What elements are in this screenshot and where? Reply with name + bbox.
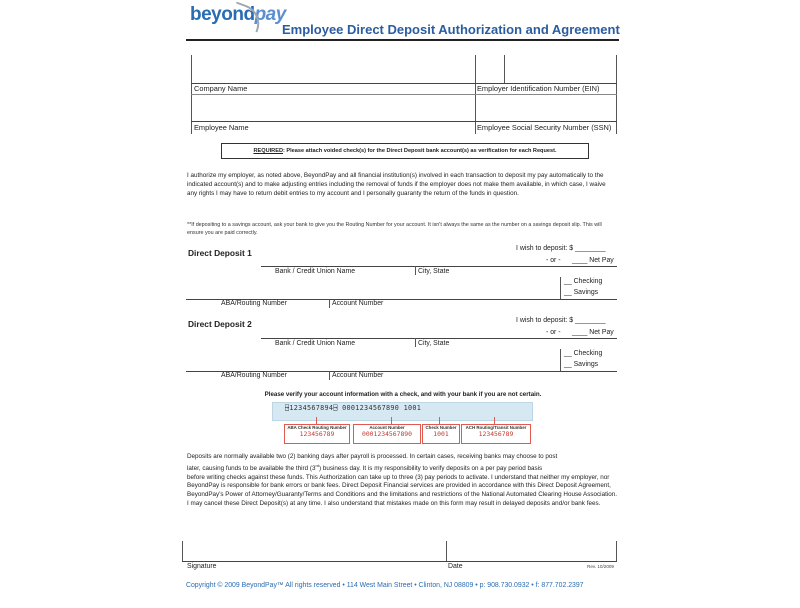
- footer-contact: Copyright © 2009 BeyondPay™ All rights reserved • 114 West Main Street • Clinton, NJ 08809 • p: 908.730.0932 • f: 877.702.2397: [186, 582, 584, 589]
- deposit2-bank-line: [261, 338, 617, 339]
- check-box-account-num: 0001234567890: [361, 430, 413, 438]
- deposit2-or: - or -: [546, 329, 561, 336]
- deposit1-netpay: ____ Net Pay: [572, 257, 614, 264]
- check-box-checknum: [422, 424, 460, 444]
- check-box-account-label: Account Number: [369, 425, 405, 430]
- deposit1-wish: I wish to deposit: $ ________: [516, 245, 606, 252]
- required-text: : Please attach voided check(s) for the Direct Deposit bank account(s) as verification for each Request.: [282, 148, 557, 154]
- savings-note: **If depositing to a savings account, ask your bank to give you the Routing Number for your account. It isn't always the same as the number on a savings deposit slip. This will ensure you are paid correctly.: [187, 222, 602, 236]
- deposit1-savings: __ Savings: [564, 289, 599, 296]
- title-rule: [186, 39, 619, 41]
- deposit2-netpay: ____ Net Pay: [572, 329, 614, 336]
- check-box-account: [353, 424, 421, 444]
- check-box-routing: [284, 424, 350, 444]
- deposit1-city-label: City, State: [418, 268, 450, 275]
- deposit2-bank-label: Bank / Credit Union Name: [275, 340, 356, 347]
- check-box-ach: [461, 424, 531, 444]
- page-title: Employee Direct Deposit Authorization and Agreement: [282, 22, 620, 37]
- authorization-paragraph: I authorize my employer, as noted above, BeyondPay and all financial institution(s) involved in each transaction to deposit my pay automatically to the indicated account(s) and to make adjusting entries including the removal of funds if the employer does not make them available, in which case, I waive any rights I may have to return debit entries to my account and I personally guaranty the return of the funds in question.: [187, 172, 606, 197]
- logo-pay-text: pay: [254, 4, 286, 25]
- terms-paragraph: [187, 453, 619, 509]
- deposit2-aba-label: ABA/Routing Number: [221, 372, 287, 379]
- terms-line2b: ) business day. It is my responsibility to verify deposits on a per pay period basis: [319, 464, 543, 472]
- field-row-divider-2: [191, 94, 617, 95]
- terms-rest: before writing checks against these funds. This Authorization can take up to three (3) pay periods to activate. I understand that neither my employer, nor BeyondPay is responsible for bank errors or bank fees. Direct Deposit Financial services are provided in accordance with this Direct Deposit Agreement, BeyondPay's Power of Attorney/Guaranty/Terms and Conditions and the limitations and restrictions of the National Automated Clearing House Association. I may cancel these Direct Deposit(s) at any time. I also understand that mistakes made on this form may result in delayed deposits and/or bank fees.: [187, 473, 617, 508]
- deposit1-bank-label: Bank / Credit Union Name: [275, 268, 356, 275]
- check-box-ach-label: ACH Routing/Transit Number: [465, 425, 527, 430]
- revision-label: Rev. 10/2009: [587, 564, 614, 569]
- deposit2-type-divider: [560, 349, 561, 371]
- required-bold: REQUIRED: [253, 148, 283, 154]
- deposit1-checking: __ Checking: [564, 278, 603, 285]
- deposit1-aba-label: ABA/Routing Number: [221, 300, 287, 307]
- deposit1-routing-divider: [329, 299, 330, 308]
- deposit2-routing-divider: [329, 371, 330, 380]
- deposit2-savings: __ Savings: [564, 361, 599, 368]
- deposit1-title: Direct Deposit 1: [188, 248, 252, 258]
- deposit2-bank-divider: [415, 338, 416, 347]
- signature-label: Signature: [187, 563, 217, 570]
- signature-border-right: [616, 541, 617, 561]
- field-row-divider-3: [191, 121, 617, 122]
- deposit2-checking: __ Checking: [564, 350, 603, 357]
- deposit1-bank-line: [261, 266, 617, 267]
- ssn-label: Employee Social Security Number (SSN): [477, 123, 612, 132]
- deposit2-city-label: City, State: [418, 340, 450, 347]
- required-notice: [221, 143, 589, 159]
- field-border-mid2: [504, 55, 505, 83]
- deposit1-bank-divider: [415, 266, 416, 275]
- sample-check-micr: ⍈1234567894⍈ 0001234567890 1001: [285, 404, 422, 412]
- terms-line2: [187, 462, 619, 474]
- deposit1-or: - or -: [546, 257, 561, 264]
- signature-border-mid: [446, 541, 447, 561]
- deposit2-title: Direct Deposit 2: [188, 319, 252, 329]
- signature-line: [182, 561, 617, 562]
- ein-label: Employer Identification Number (EIN): [477, 84, 600, 93]
- deposit2-account-label: Account Number: [332, 372, 384, 379]
- terms-line2a: later, causing funds to be available the third (3: [187, 464, 316, 472]
- employee-name-label: Employee Name: [194, 123, 249, 132]
- deposit2-wish: I wish to deposit: $ ________: [516, 317, 606, 324]
- signature-border-left: [182, 541, 183, 561]
- company-name-label: Company Name: [194, 84, 248, 93]
- date-label: Date: [448, 563, 463, 570]
- check-box-routing-num: 123456789: [299, 430, 335, 438]
- deposit1-account-label: Account Number: [332, 300, 384, 307]
- check-box-ach-num: 123456789: [478, 430, 514, 438]
- check-box-checknum-num: 1001: [433, 430, 449, 438]
- terms-line2-sup: rd: [315, 462, 320, 468]
- deposit1-type-divider: [560, 277, 561, 299]
- terms-line1: Deposits are normally available two (2) banking days after payroll is processed. In certain cases, receiving banks may choose to post: [187, 453, 558, 460]
- check-box-routing-label: ABA Check Routing Number: [287, 425, 347, 430]
- check-box-checknum-label: Check Number: [425, 425, 457, 430]
- verify-instruction: Please verify your account information with a check, and with your bank if you are not certain.: [264, 391, 542, 398]
- logo-beyond-text: beyond: [190, 4, 255, 25]
